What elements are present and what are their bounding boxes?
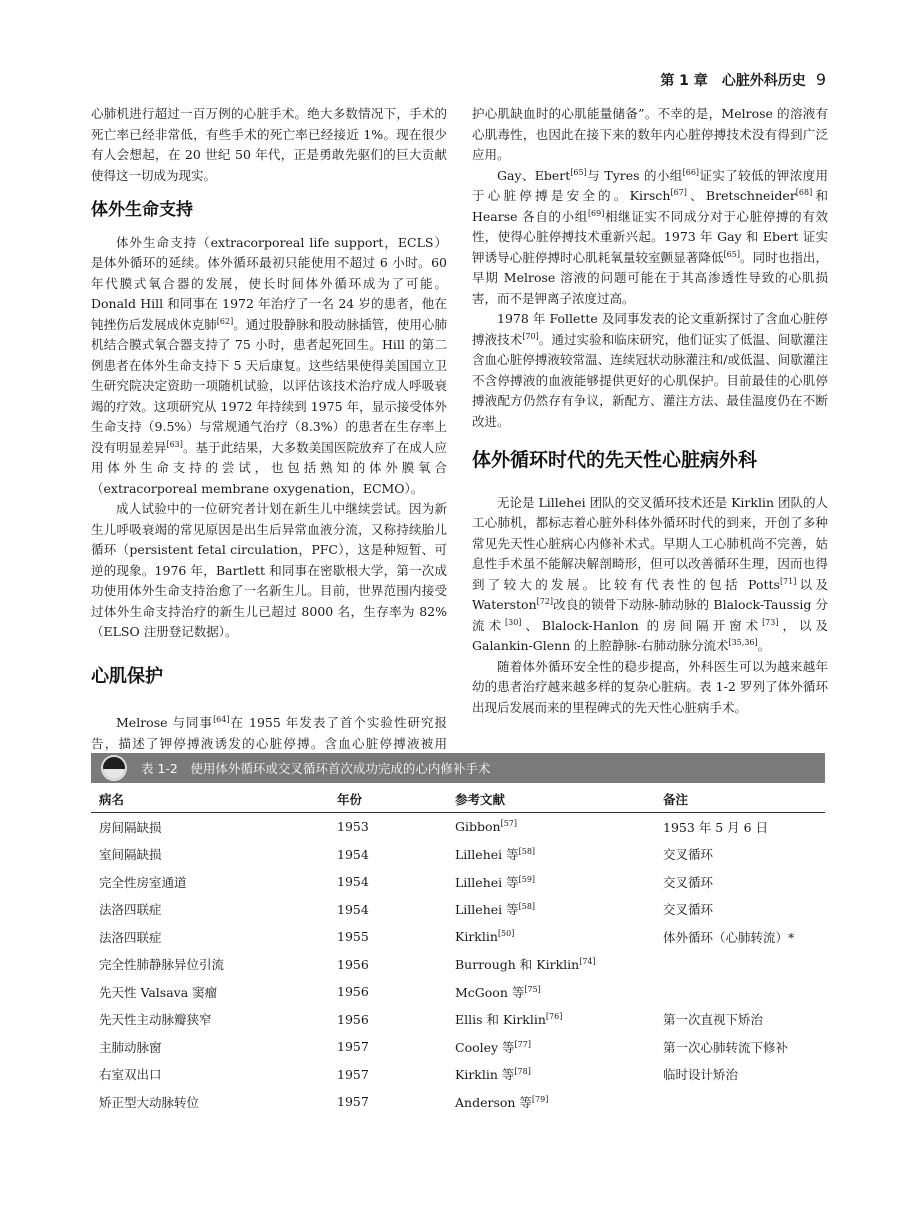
cell-disease: 完全性房室通道 — [99, 874, 187, 890]
citation: [73] — [762, 617, 779, 627]
cell-disease: 房间隔缺损 — [99, 819, 162, 835]
citation: [64] — [213, 714, 230, 724]
paragraph: Gay、Ebert[65]与 Tyres 的小组[66]证实了较低的钾浓度用于心脏停搏是安全的。Kirsch[67]、Bretschneider[68]和 Hearse 各自的小组[69]相继证实不同成分对于心脏停搏的有效性，使得心脏停搏技术重新兴起。1973 年 Gay 和 Ebert 证实钾诱导心脏停搏时心肌耗氧量较室颤显著降低[65]。同时也指出，早期 Melrose 溶液的问题可能在于其高渗透性导致的心肌损害，而不是钾离子浓度过高。 — [472, 167, 828, 306]
table-row — [91, 951, 825, 979]
cell-note: 交叉循环 — [663, 902, 714, 918]
cell-year: 1954 — [337, 846, 369, 862]
cell-note: 1953 年 5 月 6 日 — [663, 819, 769, 835]
cell-reference: Kirklin 等[78] — [455, 1067, 531, 1083]
citation: [59] — [518, 874, 536, 884]
cell-note: 第一次心肺转流下修补 — [663, 1039, 789, 1055]
cell-reference: Kirklin[50] — [455, 929, 515, 945]
citation: [35,36] — [728, 637, 758, 647]
paragraph: 心肺机进行超过一百万例的心脏手术。绝大多数情况下，手术的死亡率已经非常低，有些手术的死亡率已经接近 1%。现在很少有人会想起，在 20 世纪 50 年代，正是勇敢先驱们的巨大贡献使得这一切成为现实。 — [91, 106, 447, 183]
table-caption: 表 1-2 使用体外循环或交叉循环首次成功完成的心内修补手术 — [141, 761, 491, 776]
citation: [58] — [518, 847, 536, 857]
paragraph: 成人试验中的一位研究者计划在新生儿中继续尝试。因为新生儿呼吸衰竭的常见原因是出生后异常血液分流，又称持续胎儿循环（persistent fetal circulation，PFC），这是种短暂、可逆的现象。1976 年，Bartlett 和同事在密歇根大学，第一次成功使用体外生命支持治愈了一名新生儿。目前，世界范围内接受过体外生命支持治疗的新生儿已超过 8000 名，生存率为 82%（ELSO 注册登记数据）。 — [91, 501, 447, 639]
cell-year: 1955 — [337, 929, 369, 945]
cell-year: 1954 — [337, 901, 369, 917]
paragraph: 无论是 Lillehei 团队的交叉循环技术还是 Kirklin 团队的人工心肺机，都标志着心脏外科体外循环时代的到来，开创了多种常见先天性心脏病心内修补术式。早期人工心肺机尚不完善，姑息性手术虽不能解决解剖畸形，但可以改善循环生理，因而也得到了较大的发展。比较有代表性的包括 Potts[71]以及 Waterston[72]改良的锁骨下动脉-肺动脉的 Blalock-Taussig 分流术[30]、Blalock-Hanlon 的房间隔开窗术[73]，以及 Galankin-Glenn 的上腔静脉-右肺动脉分流术[35,36]。 — [472, 494, 828, 653]
cell-year: 1956 — [337, 984, 369, 1000]
citation: [30] — [505, 617, 522, 627]
cell-note: 临时设计矫治 — [663, 1067, 739, 1083]
right-column — [472, 104, 828, 718]
citation: [58] — [518, 902, 536, 912]
cell-reference: McGoon 等[75] — [455, 984, 541, 1000]
cell-disease: 矫正型大动脉转位 — [99, 1094, 200, 1110]
cell-year: 1957 — [337, 1039, 369, 1055]
citation: [57] — [500, 819, 517, 829]
paragraph: 体外生命支持（extracorporeal life support，ECLS）是体外循环的延续。体外循环最初只能使用不超过 6 小时。60 年代膜式氧合器的发展，使长时间体外循环成为了可能。Donald Hill 和同事在 1972 年治疗了一名 24 岁的患者，他在钝挫伤后发展成休克肺[62]。通过股静脉和股动脉插管，使用心肺机结合膜式氧合器支持了 75 小时，患者起死回生。Hill 的第二例患者在体外生命支持下 5 天后康复。这些结果使得美国国立卫生研究院决定资助一项随机试验，以评估该技术治疗成人呼吸衰竭的疗效。这项研究从 1972 年持续到 1975 年，显示接受体外生命支持（9.5%）与常规通气治疗（8.3%）的患者在生存率上没有明显差异[63]。基于此结果，大多数美国医院放弃了在成人应用体外生命支持的尝试，也包括熟知的体外膜氧合（extracorporeal membrane oxygenation，ECMO）。 — [91, 234, 447, 496]
cell-reference: Lillehei 等[58] — [455, 902, 536, 918]
citation: [65] — [570, 167, 587, 177]
cell-disease: 完全性肺静脉异位引流 — [99, 957, 225, 973]
cell-note — [655, 978, 825, 1006]
cell-year: 1957 — [337, 1094, 369, 1110]
cell-year: 1956 — [337, 1011, 369, 1027]
citation: [66] — [682, 167, 700, 177]
cell-disease: 先天性主动脉瓣狭窄 — [99, 1012, 212, 1028]
cell-note: 第一次直视下矫治 — [663, 1012, 764, 1028]
table-row — [91, 923, 825, 951]
col-header-note: 备注 — [655, 786, 825, 813]
paragraph: 护心肌缺血时的心肌能量储备”。不幸的是，Melrose 的溶液有心肌毒性，也因此在接下来的数年内心脏停搏技术没有得到广泛应用。 — [472, 106, 828, 162]
surgery-table — [91, 786, 825, 1116]
citation: [76] — [545, 1012, 563, 1022]
left-column — [91, 104, 447, 775]
section-heading-myocardial-protection: 心肌保护 — [91, 665, 163, 687]
cell-disease: 右室双出口 — [99, 1067, 162, 1083]
section-heading-congenital: 体外循环时代的先天性心脏病外科 — [472, 449, 758, 471]
cell-note: 体外循环（心肺转流）* — [663, 929, 795, 945]
cell-note: 交叉循环 — [663, 847, 714, 863]
table-row — [91, 1006, 825, 1034]
citation: [68] — [795, 187, 813, 197]
citation: [67] — [670, 187, 687, 197]
cell-reference: Ellis 和 Kirklin[76] — [455, 1012, 563, 1028]
cell-disease: 主肺动脉窗 — [99, 1039, 162, 1055]
table-caption-banner — [91, 753, 825, 783]
section-heading-ecls: 体外生命支持 — [91, 200, 193, 220]
table-row — [91, 896, 825, 924]
citation: [65] — [723, 249, 740, 259]
table-row — [91, 841, 825, 869]
paragraph: 随着体外循环安全性的稳步提高，外科医生可以为越来越年幼的患者治疗越来越多样的复杂心脏病。表 1-2 罗列了体外循环出现后发展而来的里程碑式的先天性心脏病手术。 — [472, 658, 828, 715]
table-row — [91, 1088, 825, 1116]
cell-year: 1954 — [337, 874, 369, 890]
cell-disease: 法洛四联症 — [99, 902, 162, 918]
chapter-title: 第 1 章 心脏外科历史 — [660, 73, 806, 89]
cell-disease: 室间隔缺损 — [99, 847, 162, 863]
running-header — [660, 70, 826, 90]
cell-reference: Gibbon[57] — [455, 819, 517, 835]
table-row — [91, 1061, 825, 1089]
citation: [71] — [779, 576, 797, 586]
citation: [69] — [587, 208, 605, 218]
cell-reference: Anderson 等[79] — [455, 1094, 549, 1110]
cell-year: 1956 — [337, 956, 369, 972]
cell-reference: Lillehei 等[59] — [455, 874, 536, 890]
cell-reference: Burrough 和 Kirklin[74] — [455, 957, 596, 973]
col-header-disease: 病名 — [91, 786, 329, 813]
citation: [72] — [536, 596, 554, 606]
cell-note — [655, 1088, 825, 1116]
citation: [78] — [514, 1067, 531, 1077]
paragraph: Melrose 与同事[64]在 1955 年发表了首个实验性研究报告，描述了钾停搏液诱发的心脏停搏。含血心脏停搏液被用 — [91, 714, 448, 751]
cell-disease: 法洛四联症 — [99, 929, 162, 945]
table-row — [91, 868, 825, 896]
table-row — [91, 978, 825, 1006]
cell-disease: 先天性 Valsava 窦瘤 — [99, 984, 218, 1000]
table-marker-icon — [101, 755, 127, 781]
col-header-reference: 参考文献 — [447, 786, 655, 813]
citation: [74] — [579, 957, 596, 967]
citation: [70] — [522, 331, 539, 341]
cell-reference: Lillehei 等[58] — [455, 847, 536, 863]
table-row — [91, 813, 825, 841]
col-header-year: 年份 — [329, 786, 447, 813]
citation: [75] — [524, 984, 541, 994]
table-header-row — [91, 786, 825, 813]
citation: [50] — [497, 929, 515, 939]
paragraph: 1978 年 Follette 及同事发表的论文重新探讨了含血心脏停搏液技术[70]。通过实验和临床研究，他们证实了低温、间歇灌注含血心脏停搏液较常温、连续冠状动脉灌注和/或低温、间歇灌注不含停搏液的血液能够提供更好的心肌保护。目前最佳的心肌停搏液配方仍然存有争议，新配方、灌注方法、最佳温度仍在不断改进。 — [472, 311, 828, 429]
citation: [63] — [166, 439, 183, 449]
cell-year: 1953 — [337, 819, 369, 835]
cell-note — [655, 951, 825, 979]
citation: [79] — [531, 1094, 549, 1104]
citation: [77] — [514, 1039, 531, 1049]
cell-reference: Cooley 等[77] — [455, 1039, 531, 1055]
table-row — [91, 1033, 825, 1061]
cell-note: 交叉循环 — [663, 874, 714, 890]
cell-year: 1957 — [337, 1066, 369, 1082]
citation: [62] — [216, 316, 234, 326]
page-number: 9 — [815, 70, 826, 89]
